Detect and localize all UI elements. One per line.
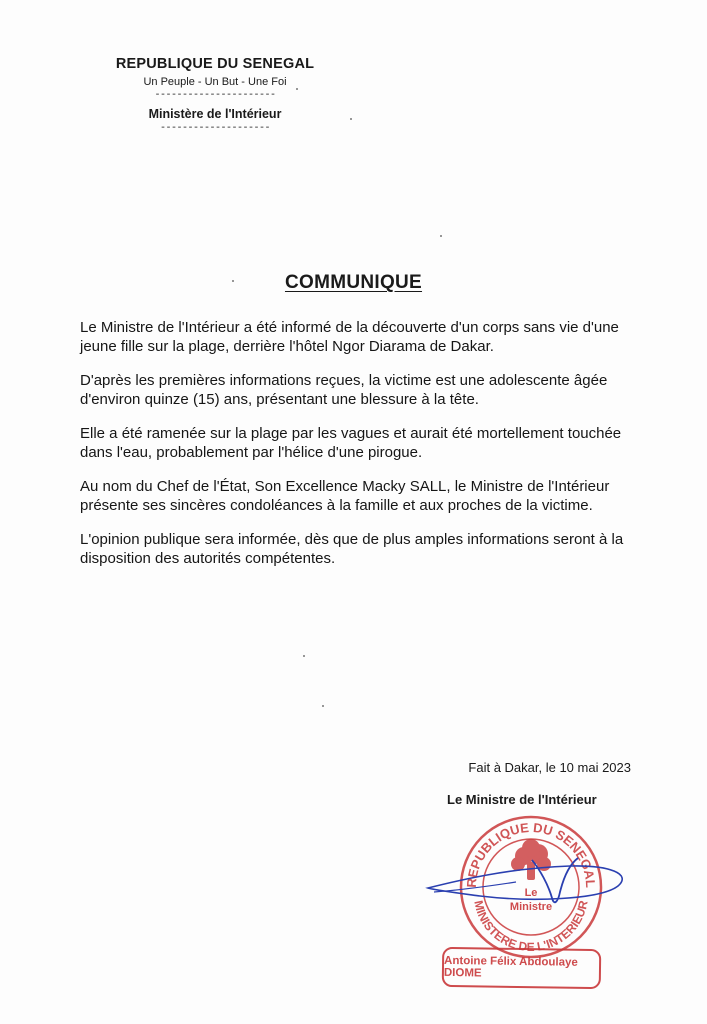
svg-text:REPUBLIQUE DU SENEGAL: REPUBLIQUE DU SENEGAL <box>463 819 599 889</box>
svg-text:Ministre: Ministre <box>509 901 553 913</box>
paragraph: D'après les premières informations reçues, la victime est une adolescente âgée d'environ quinze (15) ans, présentant une blessure à la tête. <box>80 372 608 408</box>
signatory-title: Le Ministre de l'Intérieur <box>447 792 597 807</box>
separator-line-2: -------------------- <box>159 123 271 134</box>
paragraph: Le Ministre de l'Intérieur a été informé de la découverte d'un corps sans vie d'une jeune fille sur la plage, derrière l'hôtel Ngor Diarama de Dakar. <box>80 319 619 355</box>
ministry-name: Ministère de l'Intérieur <box>148 107 282 121</box>
document-title: COMMUNIQUE <box>284 272 423 293</box>
country-name: REPUBLIQUE DU SENEGAL <box>115 56 315 72</box>
svg-text:Le: Le <box>524 887 538 899</box>
paragraph: Elle a été ramenée sur la plage par les vagues et aurait été mortellement touchée dans l'eau, probablement par l'hélice d'une pirogue. <box>80 425 622 461</box>
letterhead <box>80 56 350 134</box>
signatory-name: Antoine Félix Abdoulaye DIOME <box>443 954 578 980</box>
separator-line: ---------------------- <box>154 90 276 101</box>
scan-speck <box>440 235 442 237</box>
communique-body <box>80 318 640 583</box>
place-and-date: Fait à Dakar, le 10 mai 2023 <box>468 760 631 775</box>
paragraph: L'opinion publique sera informée, dès que de plus amples informations seront à la disposition des autorités compétentes. <box>80 531 624 567</box>
scan-speck <box>350 118 352 120</box>
scan-speck <box>303 655 305 657</box>
national-motto: Un Peuple - Un But - Une Foi <box>143 76 287 88</box>
svg-text:MINISTERE DE L'INTERIEUR: MINISTERE DE L'INTERIEUR <box>471 899 591 955</box>
handwritten-signature <box>420 840 640 920</box>
scan-speck <box>232 280 234 282</box>
signatory-name-stamp <box>442 947 602 989</box>
scan-speck <box>322 705 324 707</box>
scan-speck <box>296 88 298 90</box>
paragraph: Au nom du Chef de l'État, Son Excellence Macky SALL, le Ministre de l'Intérieur présente ses sincères condoléances à la famille et aux proches de la victime. <box>80 478 610 514</box>
